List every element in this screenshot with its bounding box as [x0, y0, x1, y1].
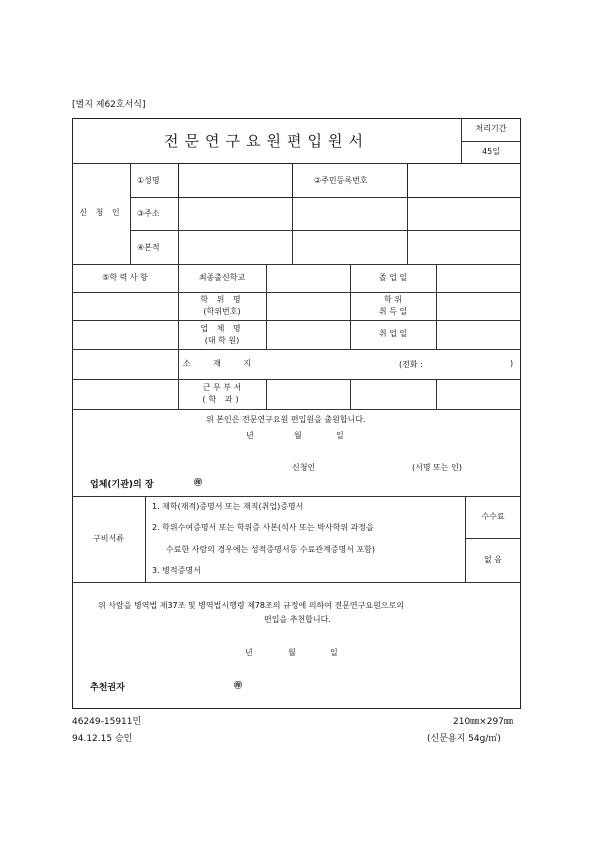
declaration-month: 월 [294, 431, 302, 440]
processing-period-label: 처리기간 [475, 124, 507, 134]
footer-approval: 94.12.15 승인 [72, 734, 133, 744]
footer-paper: (신문용지 54g/㎡) [427, 734, 501, 744]
fee-value: 없 음 [484, 554, 502, 564]
resident-number-field[interactable] [407, 163, 521, 198]
department-label: 근 무 부 서 (학 과) [202, 383, 242, 404]
document-item-2-cont: 수료한 사람의 경우에는 성적증명서등 수료관계증명서 포함) [166, 545, 376, 554]
applicant-section-label: 신 청 인 [79, 208, 123, 218]
document-item-2: 2. 학위수여증명서 또는 학위증 사본(석사 또는 박사학위 과정을 [152, 523, 374, 532]
recommendation-day: 일 [330, 648, 338, 657]
recipient-label: 업체(기관)의 장 [90, 480, 154, 490]
recommender-label: 추천권자 [90, 683, 125, 693]
documents-label: 구비서류 [93, 533, 124, 543]
resident-number-label: ②주민등록번호 [314, 176, 368, 185]
name-label: ①성명 [137, 176, 160, 185]
education-section-label: ⑤학 력 사 항 [102, 272, 148, 282]
recommendation-text-2: 편입을 추천합니다. [264, 615, 331, 624]
degree-name-label: 학 위 명 (학위번호) [200, 295, 244, 316]
recommendation-year: 년 [245, 648, 253, 657]
degree-date-label: 학 위 취 득 일 [378, 295, 408, 316]
declaration-day: 일 [336, 431, 344, 440]
name-field[interactable] [178, 163, 293, 198]
graduation-date-label: 졸 업 일 [378, 272, 408, 282]
address-label: ③주소 [137, 209, 160, 218]
processing-period-value: 45일 [482, 146, 500, 156]
employment-date-label: 취 업 일 [378, 329, 408, 339]
form-title: 전문연구요원편입원서 [164, 131, 369, 150]
phone-label: (전화 : [399, 360, 423, 369]
applicant-sign-label: 신청인 [292, 463, 316, 472]
form-number: [별지 제62호서식] [72, 100, 146, 110]
footer-size: 210㎜×297㎜ [453, 717, 513, 727]
location-label: 소 재 지 [182, 358, 262, 368]
school-label: 최종출신학교 [198, 272, 246, 282]
recommendation-month: 월 [288, 648, 296, 657]
company-name-label: 업 체 명 (대 학 원) [200, 323, 244, 345]
registry-label: ④본적 [137, 243, 160, 252]
document-item-1: 1. 재학(재적)증명서 또는 재직(취업)증명서 [152, 502, 304, 511]
footer-code: 46249-15911민 [72, 717, 142, 727]
document-item-3: 3. 병적증명서 [152, 566, 201, 575]
phone-close: ) [510, 359, 514, 368]
recommendation-text-1: 위 사람을 병역법 제37조 및 병역법시행령 제78조의 규정에 의하여 전문연구요원으로의 [98, 601, 404, 610]
seal-mark: ㊞ [194, 478, 202, 487]
declaration-year: 년 [246, 431, 254, 440]
fee-label: 수수료 [481, 511, 505, 521]
recommender-seal: ㊞ [234, 681, 242, 690]
declaration-text: 위 본인은 전문연구요원 편입원을 출원합니다. [206, 415, 366, 424]
signature-hint: (서명 또는 인) [412, 463, 462, 472]
